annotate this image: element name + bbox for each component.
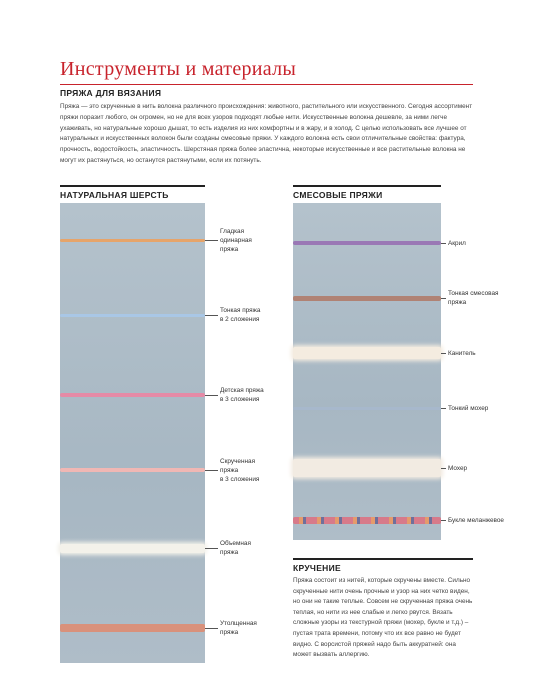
page-title: Инструменты и материалы	[60, 58, 297, 80]
blended-label-leader	[441, 243, 446, 244]
natural-label-leader	[205, 315, 218, 316]
natural-yarn-sample	[60, 393, 205, 397]
natural-yarn-label: Утолщенная пряжа	[220, 620, 257, 636]
natural-yarn-sample	[60, 314, 205, 317]
natural-label-leader	[205, 548, 218, 549]
blended-yarn-label: Букле меланжевое	[448, 516, 504, 524]
blended-label-leader	[441, 408, 446, 409]
natural-heading: НАТУРАЛЬНАЯ ШЕРСТЬ	[60, 190, 169, 200]
blended-yarn-panel	[293, 203, 441, 540]
blended-yarn-label: Тонкий мохер	[448, 404, 489, 412]
blended-yarn-sample	[293, 347, 441, 359]
natural-yarn-label: Тонкая пряжа в 2 сложения	[220, 307, 261, 323]
blended-yarn-sample	[293, 407, 441, 410]
section-heading: ПРЯЖА ДЛЯ ВЯЗАНИЯ	[60, 88, 162, 98]
natural-yarn-sample	[60, 468, 205, 472]
blended-label-leader	[441, 520, 446, 521]
twist-rule	[293, 558, 473, 560]
blended-yarn-sample	[293, 241, 441, 245]
natural-rule	[60, 185, 205, 187]
natural-yarn-label: Детская пряжа в 3 сложения	[220, 387, 264, 403]
natural-label-leader	[205, 240, 218, 241]
natural-label-leader	[205, 470, 218, 471]
blended-yarn-label: Акрил	[448, 239, 466, 247]
natural-label-leader	[205, 628, 218, 629]
twist-paragraph: Пряжа состоит из нитей, которые скручены вместе. Сильно скрученные нити очень прочные и узор на них четко виден, но они не такие теплые. Совсем не скрученная пряжа очень теплая, но нити из нее слабые и легко рвутся. Вязать сложные узоры из текстурной пряжи (мохер, букле и т.д.) – пустая трата времени, потому что их все равно не будет видно. С ворсистой пряжей надо быть аккуратней: она может вызвать аллергию.	[293, 577, 473, 659]
title-rule	[60, 84, 473, 85]
blended-label-leader	[441, 353, 446, 354]
blended-yarn-label: Канитель	[448, 349, 476, 357]
blended-label-leader	[441, 468, 446, 469]
blended-label-leader	[441, 298, 446, 299]
natural-yarn-sample	[60, 544, 205, 553]
blended-yarn-sample	[293, 296, 441, 301]
blended-rule	[293, 185, 441, 187]
blended-yarn-label: Тонкая смесовая пряжа	[448, 290, 499, 306]
blended-heading: СМЕСОВЫЕ ПРЯЖИ	[293, 190, 383, 200]
natural-yarn-sample	[60, 624, 205, 632]
blended-yarn-sample	[293, 517, 441, 524]
twist-heading: КРУЧЕНИЕ	[293, 563, 341, 573]
natural-yarn-sample	[60, 239, 205, 242]
natural-yarn-label: Скрученная пряжа в 3 сложения	[220, 457, 260, 483]
intro-paragraph: Пряжа — это скрученные в нить волокна различного происхождения: животного, растительного или искусственного. Сегодня ассортимент пряжи поразит любого, он огромен, но не для всех узоров подходят любые нити. Искусственные волокна дешевле, за ними легче ухаживать, но натуральные хорошо дышат, то есть изделия из них комфортны и в жару, и в холод. С целью использовать все лучшее от натуральных и искусственных волокон были созданы смесовые пряжи. У каждого волокна есть свои отличительные свойства: фактура, прочность, водостойкость, эластичность. Шерстяная пряжа более эластична, некоторые искусственные и все растительные волокна не могут их растянуться, но останутся растянутыми, если их потянуть.	[60, 103, 473, 164]
natural-yarn-label: Объемная пряжа	[220, 540, 251, 556]
natural-label-leader	[205, 395, 218, 396]
blended-yarn-sample	[293, 459, 441, 477]
natural-yarn-label: Гладкая одинарная пряжа	[220, 227, 252, 253]
natural-yarn-panel	[60, 203, 205, 663]
blended-yarn-label: Мохер	[448, 464, 468, 472]
